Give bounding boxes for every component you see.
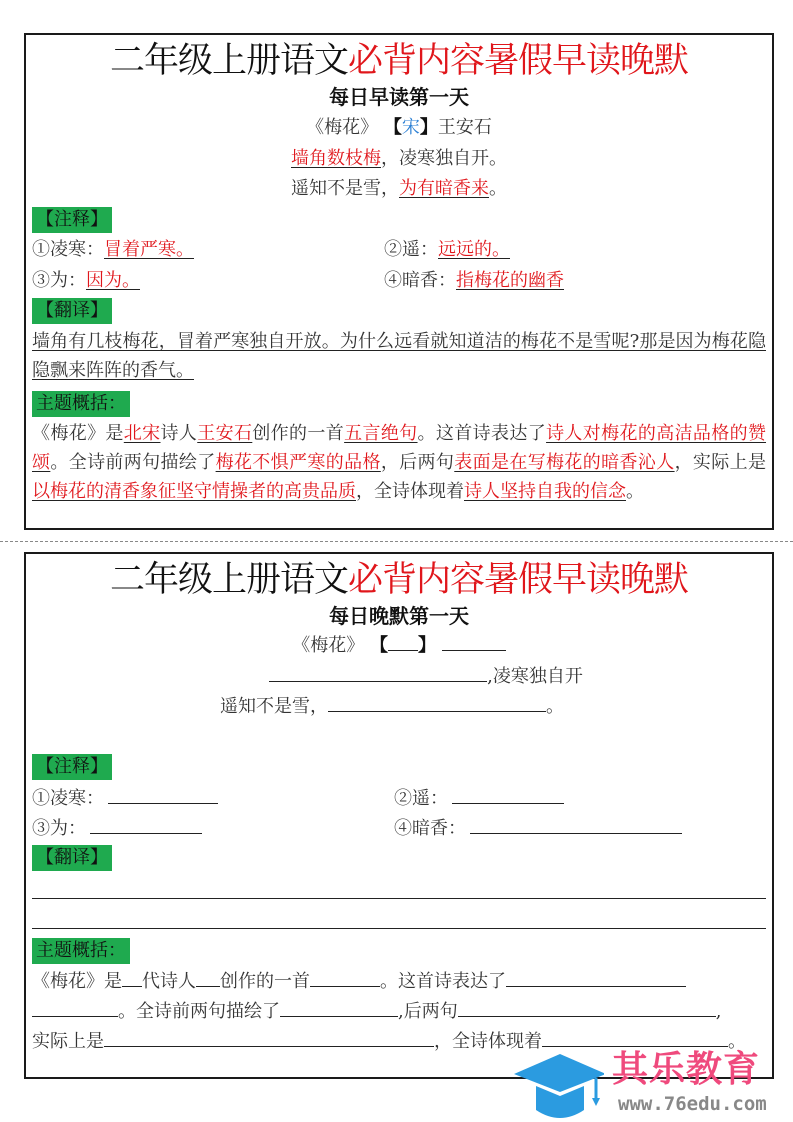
note-answer: 远远的。: [438, 239, 510, 260]
poem-line-2: [26, 693, 772, 720]
answer-text: 墙角数枝梅: [291, 148, 381, 169]
theme-text: 《梅花》是: [32, 423, 124, 444]
bracket-open: 【: [370, 635, 388, 656]
note-term: ②遥：: [384, 239, 438, 260]
line1-blank[interactable]: [269, 663, 487, 682]
poem-text: 。: [489, 178, 507, 199]
line2-blank[interactable]: [328, 693, 546, 712]
poem-text: 遥知不是雪，: [291, 178, 399, 199]
theme-text: ，全诗体现着: [434, 1031, 542, 1052]
belief-blank[interactable]: [542, 1028, 728, 1047]
translation-label: 【翻译】: [32, 845, 112, 871]
theme-text: 。这首诗表达了: [380, 971, 506, 992]
theme-answer: 以梅花的清香象征坚守情操者的高贵品质: [32, 481, 356, 502]
note-item: [32, 785, 218, 812]
theme-text: ,后两句: [398, 1001, 458, 1022]
title-red-part: 必背内容暑假早读晚默: [348, 41, 689, 81]
last-lines-blank[interactable]: [458, 998, 716, 1017]
bracket-open: 【: [383, 117, 402, 138]
poem-author: 王安石: [437, 117, 492, 138]
symbol-blank[interactable]: [104, 1028, 434, 1047]
expression-blank-cont[interactable]: [32, 998, 118, 1017]
evening-dictation-card: [24, 552, 774, 1079]
dynasty-blank[interactable]: [388, 632, 418, 651]
theme-text: 。: [728, 1031, 746, 1052]
theme-answer: 五言绝句: [344, 423, 418, 444]
author-blank[interactable]: [196, 968, 220, 987]
poem-title: 《梅花》: [292, 635, 365, 656]
translation-blank-line[interactable]: [32, 928, 766, 929]
theme-text: 实际上是: [32, 1031, 104, 1052]
note-term: ①凌寒：: [32, 788, 104, 809]
poem-text: ，凌寒独自开。: [381, 148, 507, 169]
theme-label: 主题概括：: [32, 391, 130, 417]
page-title: [26, 558, 772, 602]
theme-text: 。全诗前两句描绘了: [118, 1001, 280, 1022]
note-term: ①凌寒：: [32, 239, 104, 260]
first-lines-blank[interactable]: [280, 998, 398, 1017]
note-item: [32, 237, 208, 263]
note-term: ③为：: [32, 818, 86, 839]
cut-line-divider: [0, 541, 793, 542]
theme-paragraph: [32, 419, 766, 506]
notes-label: 【注释】: [32, 207, 112, 233]
theme-text: 创作的一首: [252, 423, 345, 444]
note-term: ④暗香：: [394, 818, 466, 839]
note-item: [32, 815, 202, 842]
poem-text: 。: [546, 696, 564, 717]
note-item: [32, 268, 148, 294]
dynasty-blank[interactable]: [122, 968, 142, 987]
morning-reading-card: [24, 33, 774, 530]
note-term: ②遥：: [394, 788, 448, 809]
poem-line-1: [26, 663, 772, 690]
note-item: [394, 785, 564, 812]
title-red-part: 必背内容暑假早读晚默: [348, 560, 689, 600]
note-answer: 因为。: [86, 270, 140, 291]
theme-answer: 北宋: [123, 423, 161, 444]
poem-heading: [26, 632, 772, 659]
translation-blank-line[interactable]: [32, 898, 766, 899]
poem-text: 遥知不是雪，: [220, 696, 328, 717]
theme-text: 创作的一首: [220, 971, 310, 992]
theme-text: 。: [626, 481, 644, 502]
poem-heading: [26, 115, 772, 141]
theme-line-2: [32, 998, 721, 1025]
title-black-part: 二年级上册语文: [109, 560, 348, 600]
morning-subtitle: 每日早读第一天: [329, 85, 469, 109]
theme-answer: 表面是在写梅花的暗香沁人: [454, 452, 675, 473]
poem-form-blank[interactable]: [310, 968, 380, 987]
page-title: [26, 39, 772, 83]
note-answer: 指梅花的幽香: [456, 270, 564, 291]
theme-label: 主题概括：: [32, 938, 130, 964]
poem-text: ,凌寒独自开: [487, 666, 583, 687]
theme-answer: 诗人对梅花的高洁品格的赞颂: [32, 423, 767, 473]
bracket-close: 】: [418, 635, 436, 656]
translation-label: 【翻译】: [32, 298, 112, 324]
note-item: [394, 815, 682, 842]
notes-label: 【注释】: [32, 754, 112, 780]
theme-text: ，后两句: [380, 452, 455, 473]
theme-answer: 诗人坚持自我的信念: [464, 481, 626, 502]
expression-blank[interactable]: [506, 968, 686, 987]
note-answer: 冒着严寒。: [104, 239, 194, 260]
theme-answer: 梅花不惧严寒的品格: [215, 452, 381, 473]
note-blank[interactable]: [108, 785, 218, 804]
note-blank[interactable]: [470, 815, 682, 834]
brand-url: www.76edu.com: [618, 1093, 767, 1115]
dynasty: 宋: [401, 117, 420, 138]
evening-subtitle: 每日晚默第一天: [329, 604, 469, 628]
theme-text: 《梅花》是: [32, 971, 122, 992]
author-blank[interactable]: [442, 632, 506, 651]
bracket-close: 】: [419, 117, 438, 138]
translation-text: 墙角有几枝梅花，冒着严寒独自开放。为什么远看就知道洁的梅花不是雪呢?那是因为梅花隐隐飘来阵阵的香气。: [32, 331, 766, 381]
note-term: ④暗香：: [384, 270, 456, 291]
theme-text: 诗人: [160, 423, 198, 444]
title-black-part: 二年级上册语文: [109, 41, 348, 81]
poem-line-1: [26, 146, 772, 172]
theme-answer: 王安石: [197, 423, 253, 444]
brand-name: 其乐教育: [612, 1049, 761, 1090]
theme-line-1: [32, 968, 686, 995]
note-blank[interactable]: [452, 785, 564, 804]
poem-title: 《梅花》: [306, 117, 379, 138]
poem-line-2: [26, 176, 772, 202]
theme-text: ，全诗体现着: [356, 481, 464, 502]
theme-text: ，实际上是: [674, 452, 767, 473]
note-item: [384, 237, 520, 263]
watermark-logo: [510, 1048, 793, 1122]
theme-text: 。全诗前两句描绘了: [50, 452, 216, 473]
theme-text: ,: [715, 1001, 722, 1022]
theme-text: 代诗人: [142, 971, 196, 992]
graduation-cap-icon: [514, 1052, 604, 1122]
note-term: ③为：: [32, 270, 86, 291]
note-item: [384, 268, 564, 294]
note-blank[interactable]: [90, 815, 202, 834]
answer-text: 为有暗香来: [399, 178, 489, 199]
theme-text: 。这首诗表达了: [417, 423, 547, 444]
